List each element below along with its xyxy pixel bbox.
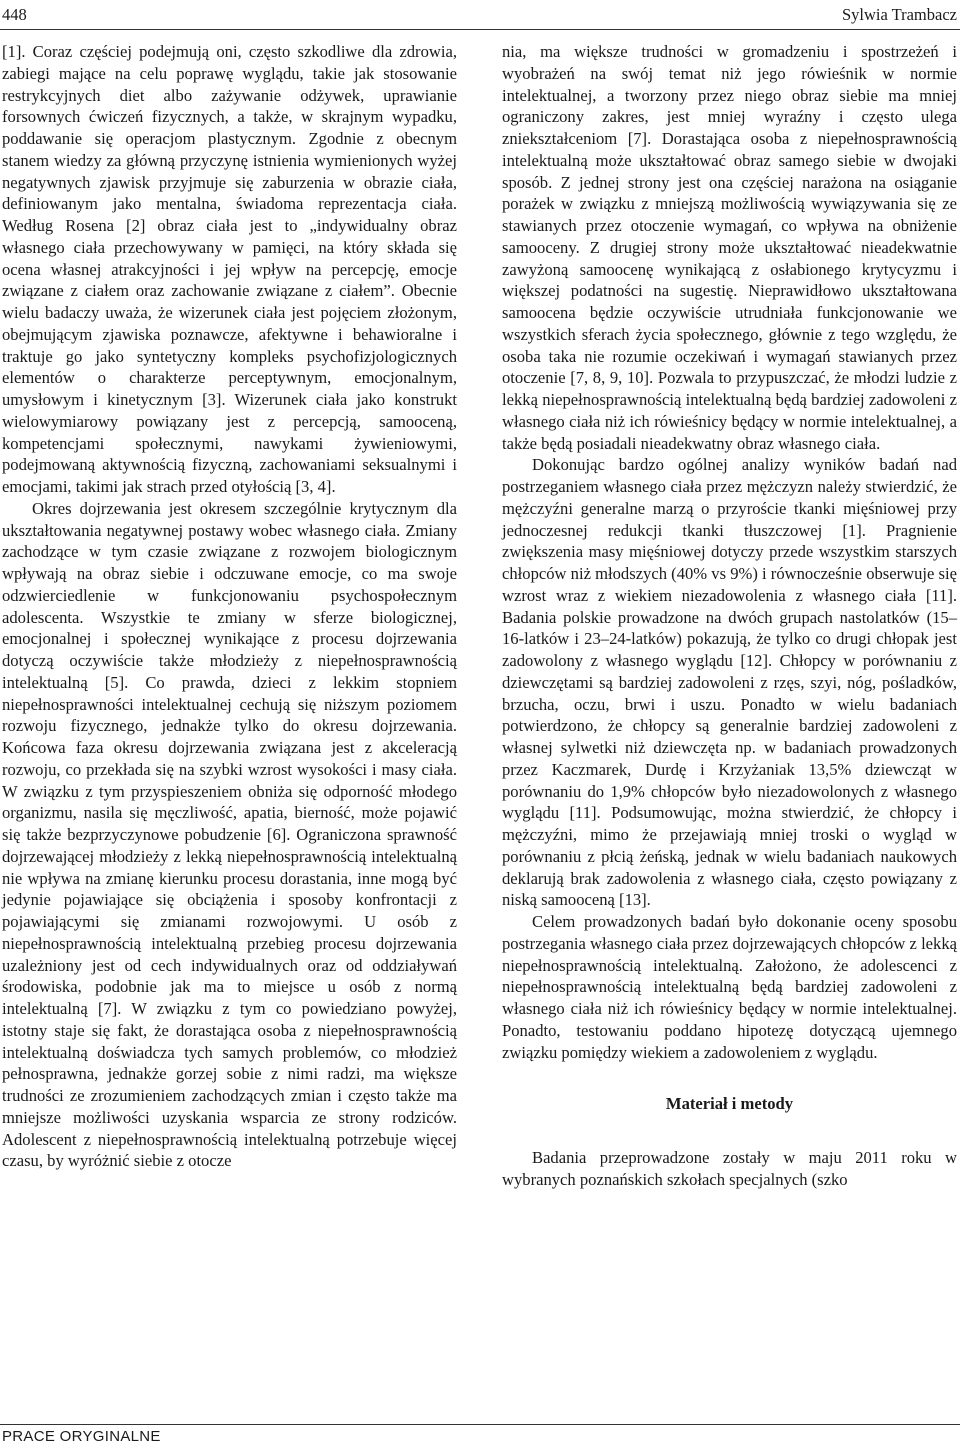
- footer-rule: [0, 1424, 960, 1425]
- paragraph: Celem prowadzonych badań było dokonanie oceny sposobu postrzegania własnego ciała przez dojrzewających chłopców z lekką niepełnosprawnością intelektualną. Założono, że adolescenci z niepełnosprawnością intelektualną będą bardziej zadowoleni z własnego ciała niż ich rówieśnicy będący w normie intelektualnej. Ponadto, testowaniu poddano hipotezę dotyczącą ujemnego związku pomiędzy wiekiem a zadowoleniem z wyglądu.: [502, 912, 957, 1062]
- right-column: [502, 41, 957, 1191]
- paragraph: Badania przeprowadzone zostały w maju 2011 roku w wybranych poznańskich szkołach specjalnych (szko: [502, 1148, 957, 1189]
- left-column: [2, 41, 457, 1172]
- paragraph: [1]. Coraz częściej podejmują oni, często szkodliwe dla zdrowia, zabiegi mające na celu poprawę wyglądu, takie jak stosowanie restrykcyjnych diet albo zażywanie odżywek, uprawianie forsownych ćwiczeń fizycznych, a także, w skrajnym wypadku, poddawanie się operacjom plastycznym. Zgodnie z obecnym stanem wiedzy za główną przyczynę istnienia wymienionych wyżej negatywnych zjawisk przyjmuje się zaburzenia w obrazie ciała, definiowanym jako mentalna, świadoma reprezentacja ciała. Według Rosena [2] obraz ciała jest to „indywidualny obraz własnego ciała przechowywany w pamięci, na który składa się ocena własnej atrakcyjności i jej wpływ na percepcję, emocje związane z ciałem oraz zachowanie związane z ciałem”. Obecnie wielu badaczy uważa, że wizerunek ciała jest pojęciem złożonym, obejmującym zjawiska poznawcze, afektywne i behawioralne i traktuje go jako syntetyczny kompleks psychofizjologicznych elementów o charakterze perceptywnym, emocjonalnym, umysłowym i kinetycznym [3]. Wizerunek ciała jako konstrukt wielowymiarowy powiązany jest z percepcją, samooceną, kompetencjami społecznymi, nawykami żywieniowymi, podejmowaną aktywnością fizyczną, zachowaniami seksualnymi i emocjami, takimi jak strach przed otyłością [3, 4].: [2, 42, 457, 496]
- paragraph: Okres dojrzewania jest okresem szczególnie krytycznym dla ukształtowania negatywnej postawy wobec własnego ciała. Zmiany zachodzące w tym czasie związane z rozwojem biologicznym wpływają na obraz siebie i odczuwane emocje, co ma swoje odzwierciedlenie w funkcjonowaniu psychospołecznym adolescenta. Wszystkie te zmiany w sferze biologicznej, emocjonalnej i społecznej wynikające z procesu dojrzewania dotyczą oczywiście także młodzieży z niepełnosprawnością intelektualną [5]. Co prawda, dzieci z lekkim stopniem niepełnosprawności intelektualnej cechują się niższym poziomem rozwoju fizycznego, jednakże tylko do okresu dojrzewania. Końcowa faza okresu dojrzewania związana jest z akceleracją rozwoju, co przekłada się na szybki wzrost wysokości i masy ciała. W związku z tym przyspieszeniem obniża się odporność młodego organizmu, nasila się męczliwość, apatia, bierność, może pojawić się także bezprzyczynowe pobudzenie [6]. Ograniczona sprawność dojrzewającej młodzieży z lekką niepełnosprawnością intelektualną nie wpływa na zmianę kierunku procesu dorastania, inne mogą być jedynie pojawiające się obciążenia i sposoby konfrontacji z pojawiającymi się zmianami rozwojowymi. U osób z niepełnosprawnością intelektualną przebieg procesu dojrzewania uzależniony jest od cech indywidualnych oraz od oddziaływań środowiska, podobnie jak ma to miejsce u osób z normą intelektualną [7]. W związku z tym co powiedziano powyżej, istotny staje się fakt, że dorastająca osoba z niepełnosprawnością intelektualną doświadcza tych samych problemów, co młodzież pełnosprawna, jednakże gorzej sobie z nimi radzi, ma większe trudności ze zrozumieniem zachodzących zmian i często także ma mniejsze możliwości uzyskania wsparcia ze strony rodziców. Adolescent z niepełnosprawnością intelektualną potrzebuje więcej czasu, by wyróżnić siebie z otocze: [2, 498, 457, 1171]
- section-label: PRACE ORYGINALNE: [2, 1428, 161, 1445]
- section-heading: Materiał i metody: [665, 1094, 794, 1114]
- running-head-author: Sylwia Trambacz: [841, 5, 957, 24]
- page-header: [0, 0, 960, 30]
- header-rule: [0, 29, 960, 30]
- paragraph: Dokonując bardzo ogólnej analizy wyników badań nad postrzeganiem własnego ciała przez mężczyzn należy stwierdzić, że mężczyźni generalne marzą o przyroście tkanki mięśniowej przy jednoczesnej redukcji tkanki tłuszczowej [1]. Pragnienie zwiększenia masy mięśniowej dotyczy przede wszystkim starszych chłopców niż młodszych (40% vs 9%) i równocześnie obserwuje się wzrost wraz z wiekiem niezadowolenia z własnego ciała [11]. Badania polskie prowadzone na dwóch grupach nastolatków (15–16-latków i 23–24-latków) pokazują, że tylko co drugi chłopak jest zadowolony z własnego wyglądu [12]. Chłopcy w porównaniu z dziewczętami są bardziej zadowoleni z rzęs, szyi, nóg, pośladków, brzucha, oczu, brwi i uszu. Ponadto w wielu badaniach potwierdzono, że chłopcy są generalnie bardziej zadowoleni z własnej sylwetki niż dziewczęta np. w badaniach prowadzonych przez Kaczmarek, Durdę i Krzyżaniak 13,5% dziewcząt w porównaniu do 1,9% chłopców było niezadowolonych z własnego wyglądu [11]. Podsumowując, można stwierdzić, że chłopcy i mężczyźni, mimo że przejawiają mniej troski o wygląd w porównaniu z płcią żeńską, jednak w wielu badaniach naukowych deklarują brak zadowolenia z własnego ciała, często powiązany z niską samooceną [13].: [502, 455, 957, 910]
- page-number: 448: [2, 5, 27, 24]
- paragraph: nia, ma większe trudności w gromadzeniu i spostrzeżeń i wyobrażeń na swój temat niż jego rówieśnik w normie intelektualnej, a tworzony przez niego obraz siebie ma mniej ograniczony zakres, jest mniej wyraźny i często ulega zniekształceniom [7]. Dorastająca osoba z niepełnosprawnością intelektualną może ukształtować obraz samego siebie w dwojaki sposób. Z jednej strony jest ona częściej narażona na osiąganie porażek w związku z mniejszą możliwością wywiązywania się ze stawianych przez otoczenie wymagań, co wpływa na obniżenie samooceny. Z drugiej strony może ukształtować nieadekwatnie zawyżoną samoocenę wynikającą z osłabionego krytycyzmu i większej podatności na sugestię. Nieprawidłowo ukształtowana samoocena będzie oczywiście utrudniała funkcjonowanie we wszystkich sferach życia społecznego, głównie z tego względu, że osoba taka nie rozumie oczekiwań i wymagań stawianych przez otoczenie [7, 8, 9, 10]. Pozwala to przypuszczać, że młodzi ludzie z lekką niepełnosprawnością intelektualną będą bardziej zadowoleni z własnego ciała niż ich rówieśnicy będący w normie intelektualnej, a także będą posiadali nieadekwatny obraz własnego ciała.: [502, 42, 957, 453]
